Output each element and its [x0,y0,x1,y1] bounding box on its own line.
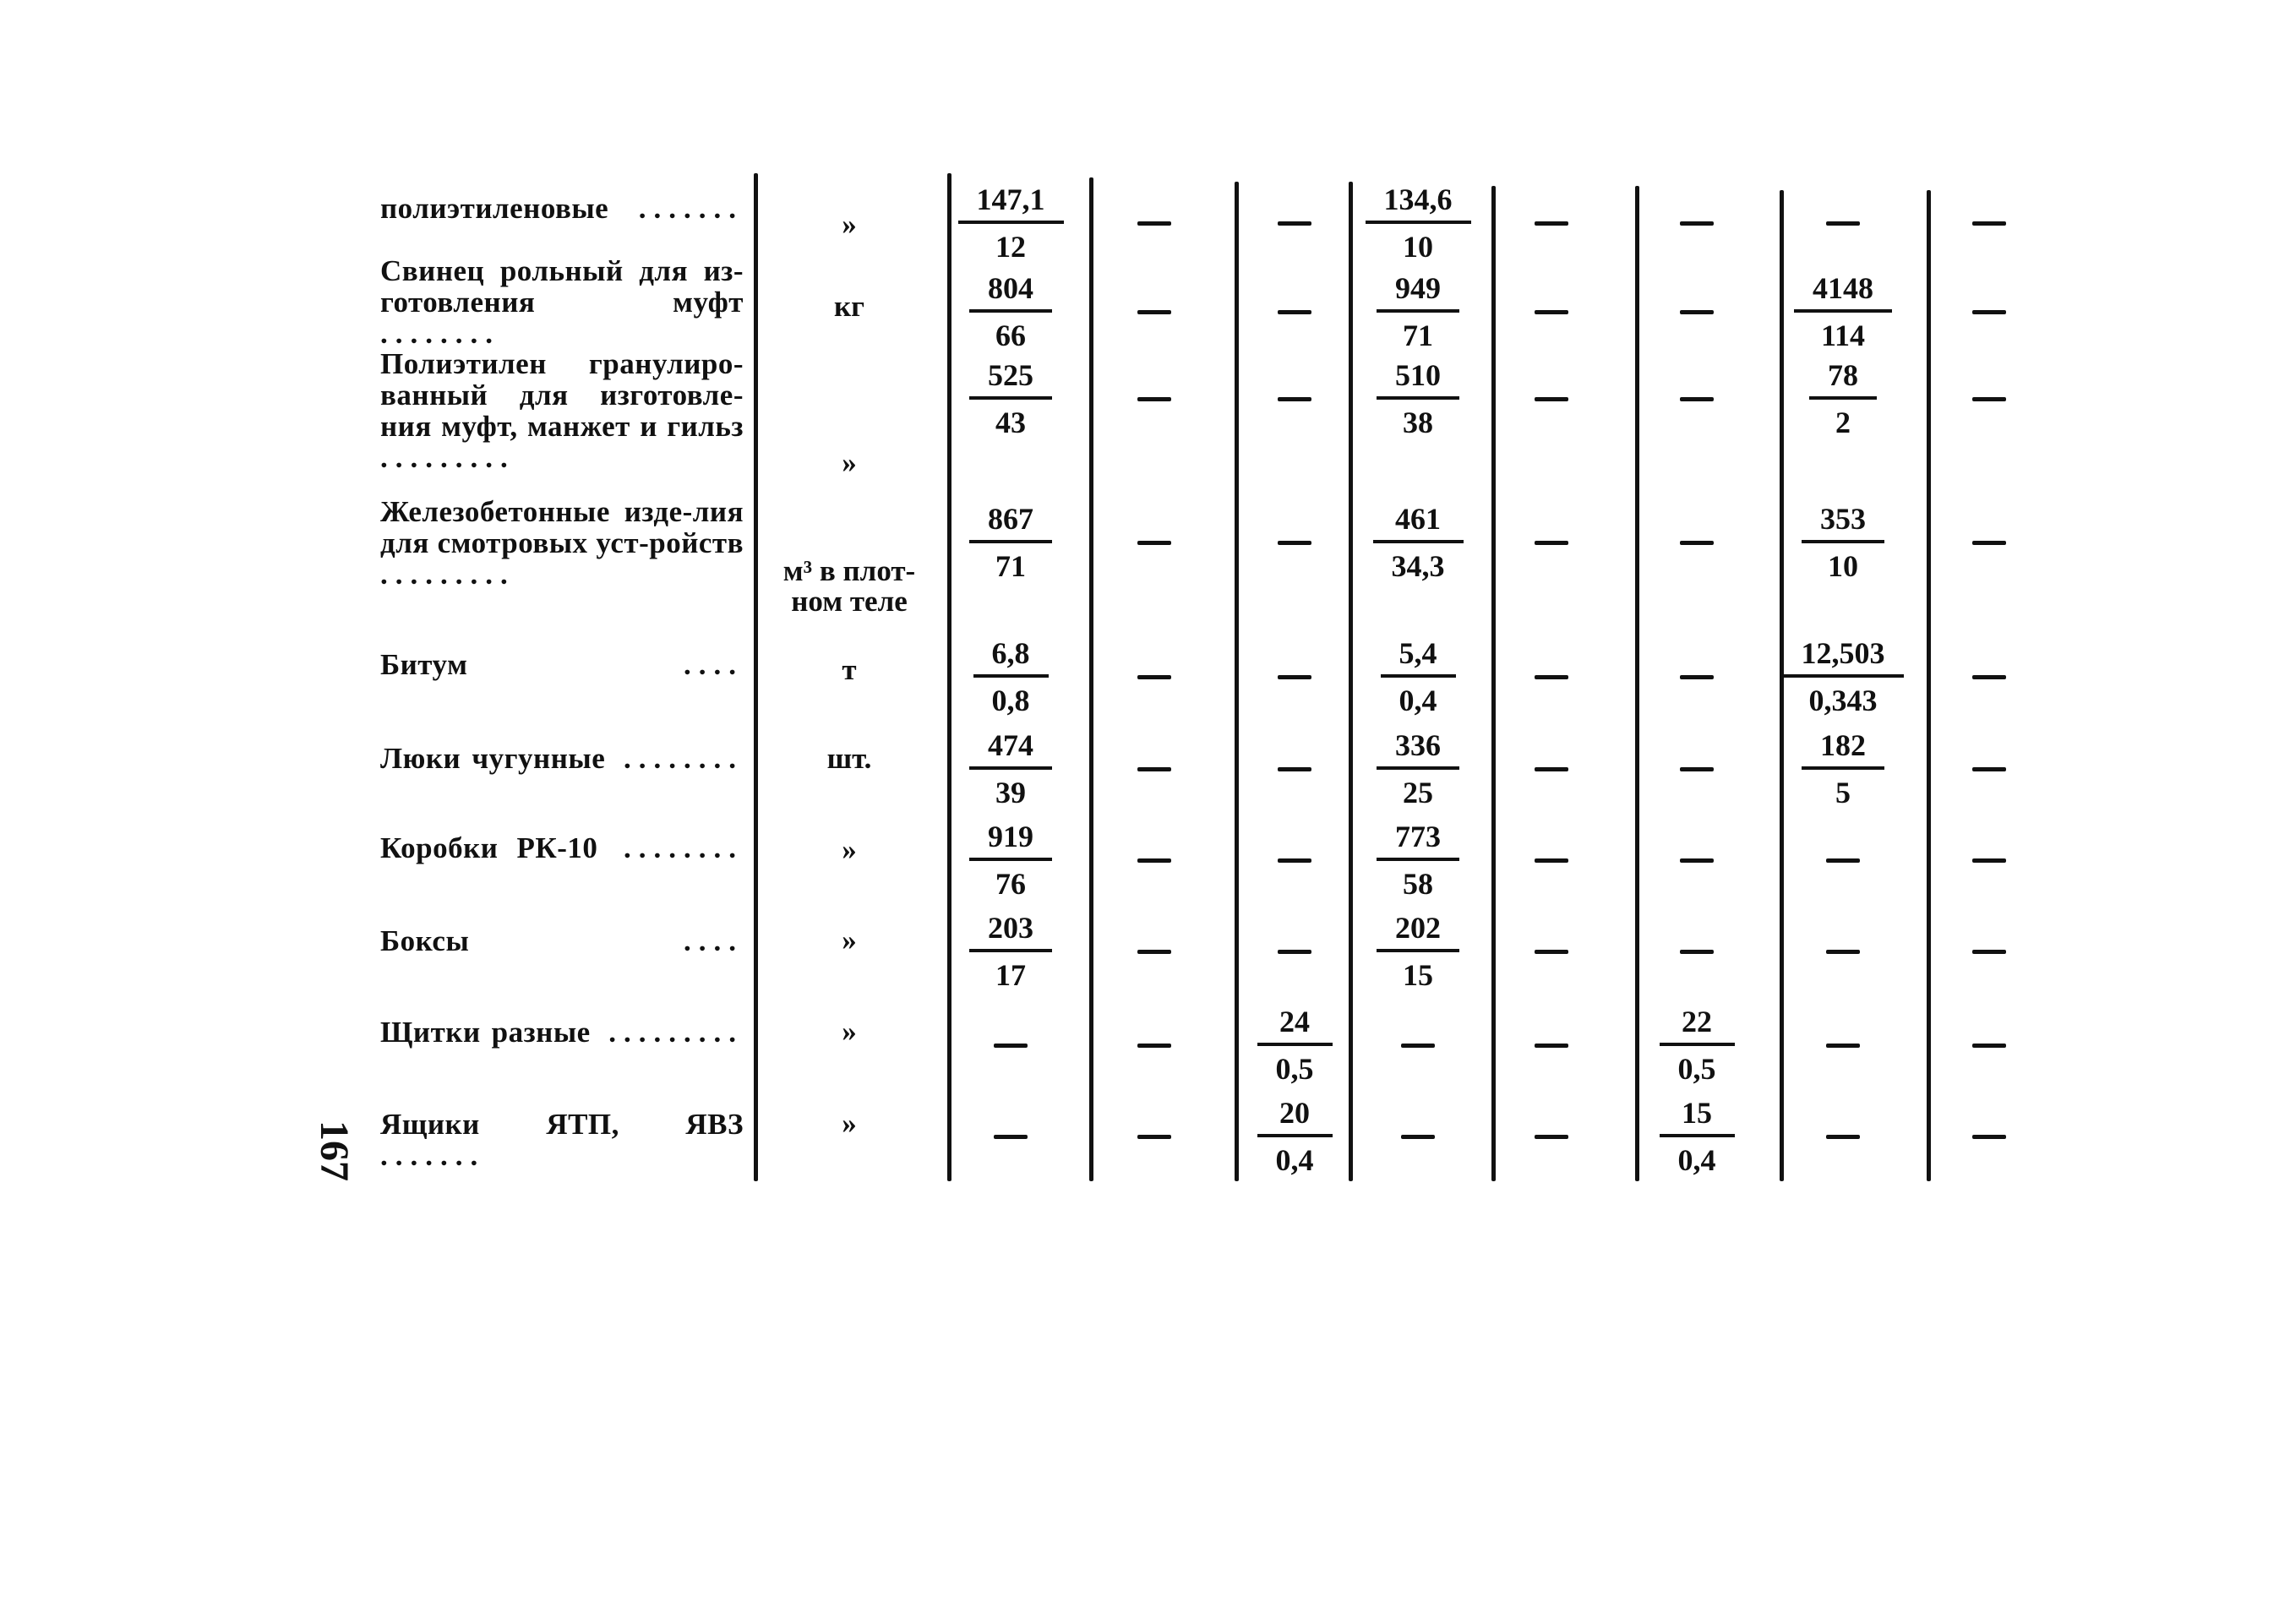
fraction-numerator: 182 [1820,728,1866,762]
fraction-denominator: 38 [1403,406,1433,439]
fraction-numerator: 12,503 [1801,636,1885,670]
value-cell [1091,353,1218,444]
value-cell [1488,906,1615,997]
material-name-text: полиэтиленовые [380,192,609,225]
material-name-text: Коробки РК-10 [380,831,598,864]
page-number: 167 [312,1120,357,1181]
fraction-bar [1802,766,1884,770]
empty-dash [1278,767,1311,771]
fraction-value [1379,179,1458,267]
empty-dash [1680,675,1714,679]
fraction-bar [1381,674,1456,678]
fraction-bar [1257,1043,1333,1046]
fraction-bar [1377,858,1459,861]
fraction-denominator: 39 [995,776,1026,809]
value-cell [1355,353,1481,444]
value-cell [1780,177,1906,269]
fraction-value [1823,355,1863,443]
fraction-denominator: 12 [995,230,1026,264]
material-name [380,832,744,864]
empty-dash [1972,1044,2006,1048]
fraction-numerator: 4148 [1813,271,1873,305]
unit-label: » [842,833,857,866]
empty-dash [1972,397,2006,401]
empty-dash [1972,1135,2006,1139]
fraction-bar [1366,221,1471,224]
value-cell [947,815,1074,906]
empty-dash [1826,950,1860,954]
value-cell [1633,266,1760,357]
empty-dash [1137,950,1171,954]
material-name [380,255,744,349]
fraction-numerator: 949 [1395,271,1441,305]
fraction-numerator: 15 [1682,1096,1712,1130]
empty-dash [1972,541,2006,545]
material-name [380,743,744,774]
empty-dash [1137,858,1171,863]
empty-dash [1137,1044,1171,1048]
fraction-denominator: 43 [995,406,1026,439]
fraction-value [983,355,1039,443]
value-cell [1231,723,1358,815]
value-cell [1091,631,1218,722]
unit-label: » [842,924,857,956]
value-cell [1780,815,1906,906]
leader-dots: ....... [380,1139,486,1172]
fraction-numerator: 24 [1279,1005,1310,1038]
empty-dash [1535,1044,1568,1048]
fraction-value [1807,268,1878,356]
value-cell [1231,1091,1358,1182]
empty-dash [1680,310,1714,314]
empty-dash [1137,767,1171,771]
empty-dash [1137,221,1171,226]
value-cell [1633,353,1760,444]
fraction-value [1815,499,1871,586]
fraction-denominator: 71 [995,549,1026,583]
empty-dash [1401,1044,1435,1048]
material-name-text: Люки чугунные [380,742,606,775]
fraction-denominator: 0,5 [1275,1052,1314,1086]
empty-dash [1278,675,1311,679]
value-cell [1780,723,1906,815]
fraction-bar [1802,540,1884,543]
fraction-denominator: 0,343 [1808,684,1878,717]
value-cell [1633,906,1760,997]
unit-label: » [842,1015,857,1048]
value-cell [1231,353,1358,444]
empty-dash [1972,675,2006,679]
material-name-text: Железобетонные изде-лия для смотровых уст-ройств [380,495,744,559]
empty-dash [1680,858,1714,863]
empty-dash [1826,221,1860,226]
fraction-bar [1809,396,1877,400]
value-cell [1780,906,1906,997]
fraction-value [1387,499,1450,586]
value-cell [947,631,1074,722]
fraction-value [1390,268,1446,356]
fraction-denominator: 0,8 [991,684,1030,717]
fraction-bar [1660,1043,1735,1046]
fraction-value [987,633,1035,721]
value-cell [1488,497,1615,588]
empty-dash [1680,397,1714,401]
empty-dash [1535,310,1568,314]
empty-dash [994,1044,1028,1048]
value-cell [1926,177,2053,269]
fraction-value [983,499,1039,586]
material-name-text: Боксы [380,924,470,957]
empty-dash [1535,767,1568,771]
fraction-value [1271,1001,1319,1089]
material-name [380,925,744,956]
value-cell [1488,815,1615,906]
fraction-bar [1377,309,1459,313]
value-cell [947,497,1074,588]
empty-dash [1535,675,1568,679]
unit-label: » [842,208,857,241]
value-cell [1091,906,1218,997]
fraction-value [1390,725,1446,813]
empty-dash [1535,397,1568,401]
material-name-text: Свинец рольный для из-готовления муфт [380,254,744,319]
value-cell [1231,631,1358,722]
fraction-bar [1783,674,1904,678]
fraction-denominator: 0,4 [1399,684,1437,717]
value-cell [1231,1000,1358,1091]
leader-dots: ........ [380,317,500,350]
fraction-denominator: 0,4 [1677,1143,1716,1177]
value-cell [1231,906,1358,997]
empty-dash [1278,221,1311,226]
value-cell [1633,723,1760,815]
empty-dash [1535,221,1568,226]
value-cell [1926,631,2053,722]
empty-dash [1278,541,1311,545]
fraction-bar [969,858,1052,861]
fraction-numerator: 336 [1395,728,1441,762]
fraction-value [983,816,1039,904]
value-cell [1780,353,1906,444]
empty-dash [1137,310,1171,314]
unit-label: шт. [826,742,872,775]
value-cell [1231,177,1358,269]
material-name [380,348,744,473]
leader-dots: ........ [605,742,744,775]
empty-dash [1680,950,1714,954]
fraction-bar [973,674,1049,678]
value-cell [1355,723,1481,815]
leader-dots: ......... [590,1016,744,1049]
value-cell [1633,497,1760,588]
value-cell [1633,815,1760,906]
unit-label: м³ в плот-ном теле [782,554,916,618]
value-cell [1091,723,1218,815]
value-cell [1633,631,1760,722]
value-cell [947,906,1074,997]
value-cell [1091,1091,1218,1182]
empty-dash [1278,950,1311,954]
value-cell [1091,177,1218,269]
fraction-bar [969,949,1052,952]
value-cell [1780,1000,1906,1091]
empty-dash [1278,310,1311,314]
leader-dots: ....... [608,192,744,225]
empty-dash [994,1135,1028,1139]
empty-dash [1137,397,1171,401]
empty-dash [1278,397,1311,401]
value-cell [1780,266,1906,357]
empty-dash [1826,1135,1860,1139]
unit-label: » [842,446,857,479]
value-cell [947,353,1074,444]
leader-dots: .... [467,648,744,681]
fraction-denominator: 114 [1820,319,1865,352]
fraction-numerator: 147,1 [976,183,1045,216]
empty-dash [1401,1135,1435,1139]
material-name [380,1109,744,1171]
value-cell [1091,1000,1218,1091]
fraction-numerator: 20 [1279,1096,1310,1130]
value-cell [1355,177,1481,269]
fraction-denominator: 58 [1403,867,1433,901]
fraction-numerator: 78 [1828,358,1858,392]
empty-dash [1535,950,1568,954]
empty-dash [1972,858,2006,863]
fraction-value [1673,1001,1721,1089]
fraction-bar [1377,766,1459,770]
value-cell [1488,177,1615,269]
empty-dash [1680,221,1714,226]
empty-dash [1137,675,1171,679]
fraction-bar [958,221,1064,224]
value-cell [1488,631,1615,722]
material-name-text: Полиэтилен гранулиро-ванный для изготовле-ния муфт, манжет и гильз [380,347,744,443]
value-cell [1231,266,1358,357]
value-cell [947,1000,1074,1091]
fraction-numerator: 22 [1682,1005,1712,1038]
fraction-value [1394,633,1442,721]
fraction-bar [969,540,1052,543]
fraction-denominator: 0,4 [1275,1143,1314,1177]
value-cell [1355,906,1481,997]
fraction-bar [1794,309,1892,313]
fraction-bar [969,309,1052,313]
value-cell [1633,1000,1760,1091]
value-cell [1926,1091,2053,1182]
fraction-value [983,725,1039,813]
material-name [380,649,744,680]
fraction-value [972,179,1050,267]
fraction-bar [1373,540,1464,543]
fraction-numerator: 919 [988,820,1033,853]
fraction-denominator: 0,5 [1677,1052,1716,1086]
unit-label: » [842,1107,857,1140]
material-name [380,1016,744,1048]
leader-dots: ......... [380,441,515,474]
value-cell [1926,723,2053,815]
fraction-value [1390,816,1446,904]
empty-dash [1278,858,1311,863]
empty-dash [1972,950,2006,954]
fraction-numerator: 202 [1395,911,1441,945]
value-cell [1091,497,1218,588]
empty-dash [1535,541,1568,545]
fraction-numerator: 203 [988,911,1033,945]
fraction-numerator: 461 [1395,502,1441,536]
value-cell [947,266,1074,357]
leader-dots: ........ [597,831,744,864]
material-name-text: Ящики ЯТП, ЯВЗ [380,1108,744,1141]
fraction-bar [1660,1134,1735,1137]
value-cell [1231,497,1358,588]
value-cell [1355,497,1481,588]
value-cell [1091,266,1218,357]
value-cell [1926,1000,2053,1091]
unit-label: кг [833,290,865,323]
value-cell [1488,266,1615,357]
fraction-value [1390,907,1446,995]
material-name-text: Щитки разные [380,1016,591,1049]
fraction-value [983,907,1039,995]
fraction-numerator: 804 [988,271,1033,305]
value-cell [1488,723,1615,815]
leader-dots: ......... [380,558,515,591]
fraction-bar [1377,949,1459,952]
fraction-bar [969,766,1052,770]
value-cell [947,723,1074,815]
empty-dash [1137,541,1171,545]
fraction-denominator: 17 [995,958,1026,992]
value-cell [1488,1000,1615,1091]
empty-dash [1137,1135,1171,1139]
fraction-numerator: 525 [988,358,1033,392]
fraction-value [1271,1093,1319,1180]
fraction-denominator: 10 [1828,549,1858,583]
value-cell [1926,353,2053,444]
empty-dash [1680,541,1714,545]
fraction-value [1797,633,1890,721]
value-cell [1633,177,1760,269]
empty-dash [1680,767,1714,771]
empty-dash [1972,767,2006,771]
value-cell [1355,631,1481,722]
fraction-value [1815,725,1871,813]
fraction-denominator: 25 [1403,776,1433,809]
empty-dash [1535,1135,1568,1139]
material-name-text: Битум [380,648,468,681]
value-cell [1780,497,1906,588]
fraction-numerator: 510 [1395,358,1441,392]
value-cell [1231,815,1358,906]
unit-label: т [842,653,857,686]
value-cell [1091,815,1218,906]
fraction-numerator: 773 [1395,820,1441,853]
fraction-value [1673,1093,1721,1180]
fraction-denominator: 10 [1403,230,1433,264]
empty-dash [1826,1044,1860,1048]
fraction-numerator: 5,4 [1399,636,1437,670]
fraction-denominator: 66 [995,319,1026,352]
value-cell [1355,1091,1481,1182]
value-cell [1488,1091,1615,1182]
fraction-denominator: 34,3 [1391,549,1445,583]
fraction-numerator: 867 [988,502,1033,536]
empty-dash [1972,310,2006,314]
fraction-bar [1377,396,1459,400]
column-rule [754,173,758,1181]
value-cell [1780,631,1906,722]
fraction-denominator: 71 [1403,319,1433,352]
fraction-value [983,268,1039,356]
value-cell [1926,906,2053,997]
value-cell [1780,1091,1906,1182]
fraction-numerator: 474 [988,728,1033,762]
fraction-bar [969,396,1052,400]
value-cell [1355,815,1481,906]
fraction-numerator: 6,8 [991,636,1030,670]
empty-dash [1535,858,1568,863]
fraction-numerator: 353 [1820,502,1866,536]
value-cell [1355,1000,1481,1091]
leader-dots: .... [469,924,744,957]
fraction-numerator: 134,6 [1383,183,1453,216]
fraction-denominator: 76 [995,867,1026,901]
value-cell [1926,497,2053,588]
fraction-bar [1257,1134,1333,1137]
empty-dash [1972,221,2006,226]
material-name [380,193,744,224]
value-cell [1488,353,1615,444]
fraction-denominator: 2 [1835,406,1851,439]
value-cell [947,177,1074,269]
material-name [380,496,744,590]
fraction-value [1390,355,1446,443]
value-cell [1633,1091,1760,1182]
fraction-denominator: 15 [1403,958,1433,992]
empty-dash [1826,858,1860,863]
value-cell [1355,266,1481,357]
value-cell [1926,815,2053,906]
fraction-denominator: 5 [1835,776,1851,809]
value-cell [1926,266,2053,357]
value-cell [947,1091,1074,1182]
